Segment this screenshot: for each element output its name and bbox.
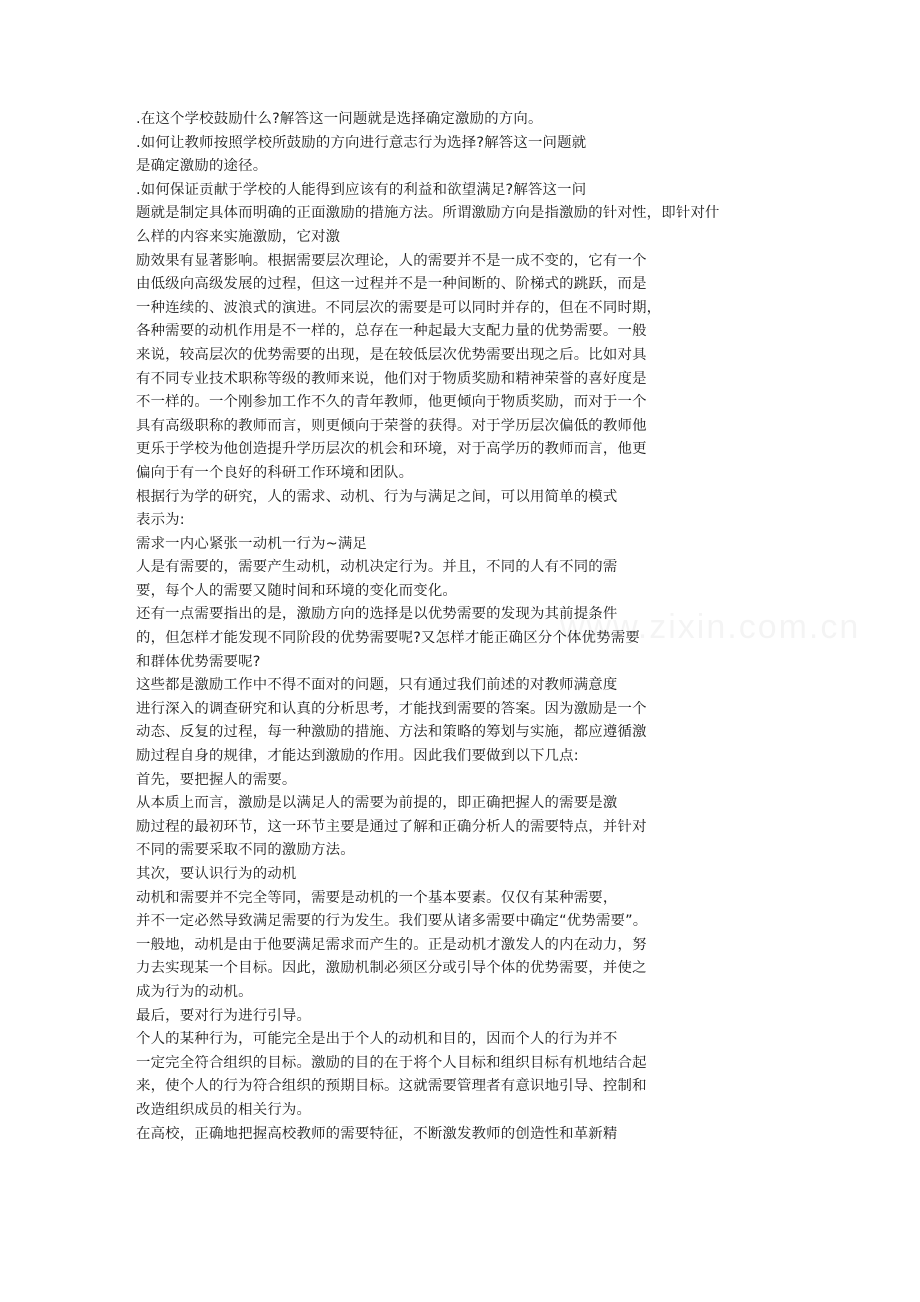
text-line: 动机和需要并不完全等同，需要是动机的一个基本要素。仅仅有某种需要，	[136, 889, 618, 906]
text-line: 偏向于有一个良好的科研工作环境和团队。	[136, 464, 414, 481]
text-line: 这些都是激励工作中不得不面对的问题，只有通过我们前述的对教师满意度	[136, 677, 618, 694]
text-line: 其次，要认识行为的动机	[136, 866, 297, 882]
text-line: 有不同专业技术职称等级的教师来说，他们对于物质奖励和精神荣誉的喜好度是	[136, 370, 647, 387]
text-line: 励过程自身的规律，才能达到激励的作用。因此我们要做到以下几点:	[136, 748, 579, 765]
text-line: .在这个学校鼓励什么?解答这一问题就是选择确定激励的方向。	[136, 111, 543, 127]
text-line: 要，每个人的需要又随时间和环境的变化而变化。	[136, 582, 457, 599]
text-line: 并不一定必然导致满足需要的行为发生。我们要从诸多需要中确定“优势需要”。	[136, 913, 648, 930]
text-line: 最后，要对行为进行引导。	[136, 1007, 312, 1024]
text-line: 和群体优势需要呢?	[136, 653, 261, 670]
text-line: 成为行为的动机。	[136, 983, 253, 1000]
text-line: 励效果有显著影响。根据需要层次理论，人的需要并不是一成不变的，它有一个	[136, 252, 647, 269]
text-line: 来说，较高层次的优势需要的出现，是在较低层次优势需要出现之后。比如对具	[136, 346, 647, 363]
text-line: 首先，要把握人的需要。	[136, 771, 297, 788]
text-line: 一种连续的、波浪式的演进。不同层次的需要是可以同时并存的，但在不同时期，	[136, 299, 662, 316]
text-line: 来，使个人的行为符合组织的预期目标。这就需要管理者有意识地引导、控制和	[136, 1078, 647, 1095]
text-line: 在高校，正确地把握高校教师的需要特征，不断激发教师的创造性和革新精	[136, 1125, 618, 1142]
text-line: 的，但怎样才能发现不同阶段的优势需要呢?又怎样才能正确区分个体优势需要	[136, 630, 640, 647]
text-line: 不同的需要采取不同的激励方法。	[136, 842, 355, 859]
text-line: 各种需要的动机作用是不一样的，总存在一种起最大支配力量的优势需要。一般	[136, 323, 647, 340]
text-line: 一般地，动机是由于他要满足需求而产生的。正是动机才激发人的内在动力，努	[136, 936, 647, 953]
text-line: 需求一内心紧张一动机一行为~满足	[136, 535, 368, 552]
text-line: 不一样的。一个刚参加工作不久的青年教师，他更倾向于物质奖励，而对于一个	[136, 394, 647, 411]
text-line: 表示为:	[136, 512, 185, 529]
text-line: 从本质上而言，激励是以满足人的需要为前提的，即正确把握人的需要是激	[136, 795, 618, 812]
text-line: 人是有需要的，需要产生动机，动机决定行为。并且，不同的人有不同的需	[136, 559, 618, 576]
text-line: 力去实现某一个目标。因此，激励机制必须区分或引导个体的优势需要，并使之	[136, 960, 647, 977]
text-line: 改造组织成员的相关行为。	[136, 1101, 312, 1118]
text-line: 个人的某种行为，可能完全是出于个人的动机和目的，因而个人的行为并不	[136, 1031, 618, 1048]
text-line: 一定完全符合组织的目标。激励的目的在于将个人目标和组织目标有机地结合起	[136, 1054, 647, 1071]
text-line: 题就是制定具体而明确的正面激励的措施方法。所谓激励方向是指激励的针对性，即针对什	[136, 205, 720, 222]
text-line: 更乐于学校为他创造提升学历层次的机会和环境，对于高学历的教师而言，他更	[136, 441, 647, 458]
text-line: 进行深入的调查研究和认真的分析思考，才能找到需要的答案。因为激励是一个	[136, 700, 647, 717]
document-body	[136, 108, 856, 1146]
text-line: 么样的内容来实施激励，它对激	[136, 228, 341, 245]
text-line: 励过程的最初环节，这一环节主要是通过了解和正确分析人的需要特点，并针对	[136, 818, 647, 835]
text-line: 具有高级职称的教师而言，则更倾向于荣誉的获得。对于学历层次偏低的教师他	[136, 417, 647, 434]
text-line: 由低级向高级发展的过程，但这一过程并不是一种间断的、阶梯式的跳跃，而是	[136, 276, 647, 293]
text-line: 动态、反复的过程，每一种激励的措施、方法和策略的筹划与实施，都应遵循激	[136, 724, 647, 741]
text-line: 根据行为学的研究，人的需求、动机、行为与满足之间，可以用简单的模式	[136, 488, 618, 505]
text-line: .如何保证贡献于学校的人能得到应该有的利益和欲望满足?解答这一问	[136, 181, 587, 198]
text-line: 还有一点需要指出的是，激励方向的选择是以优势需要的发现为其前提条件	[136, 606, 618, 623]
text-line: 是确定激励的途径。	[136, 158, 268, 175]
text-line: .如何让教师按照学校所鼓励的方向进行意志行为选择?解答这一问题就	[136, 134, 587, 151]
